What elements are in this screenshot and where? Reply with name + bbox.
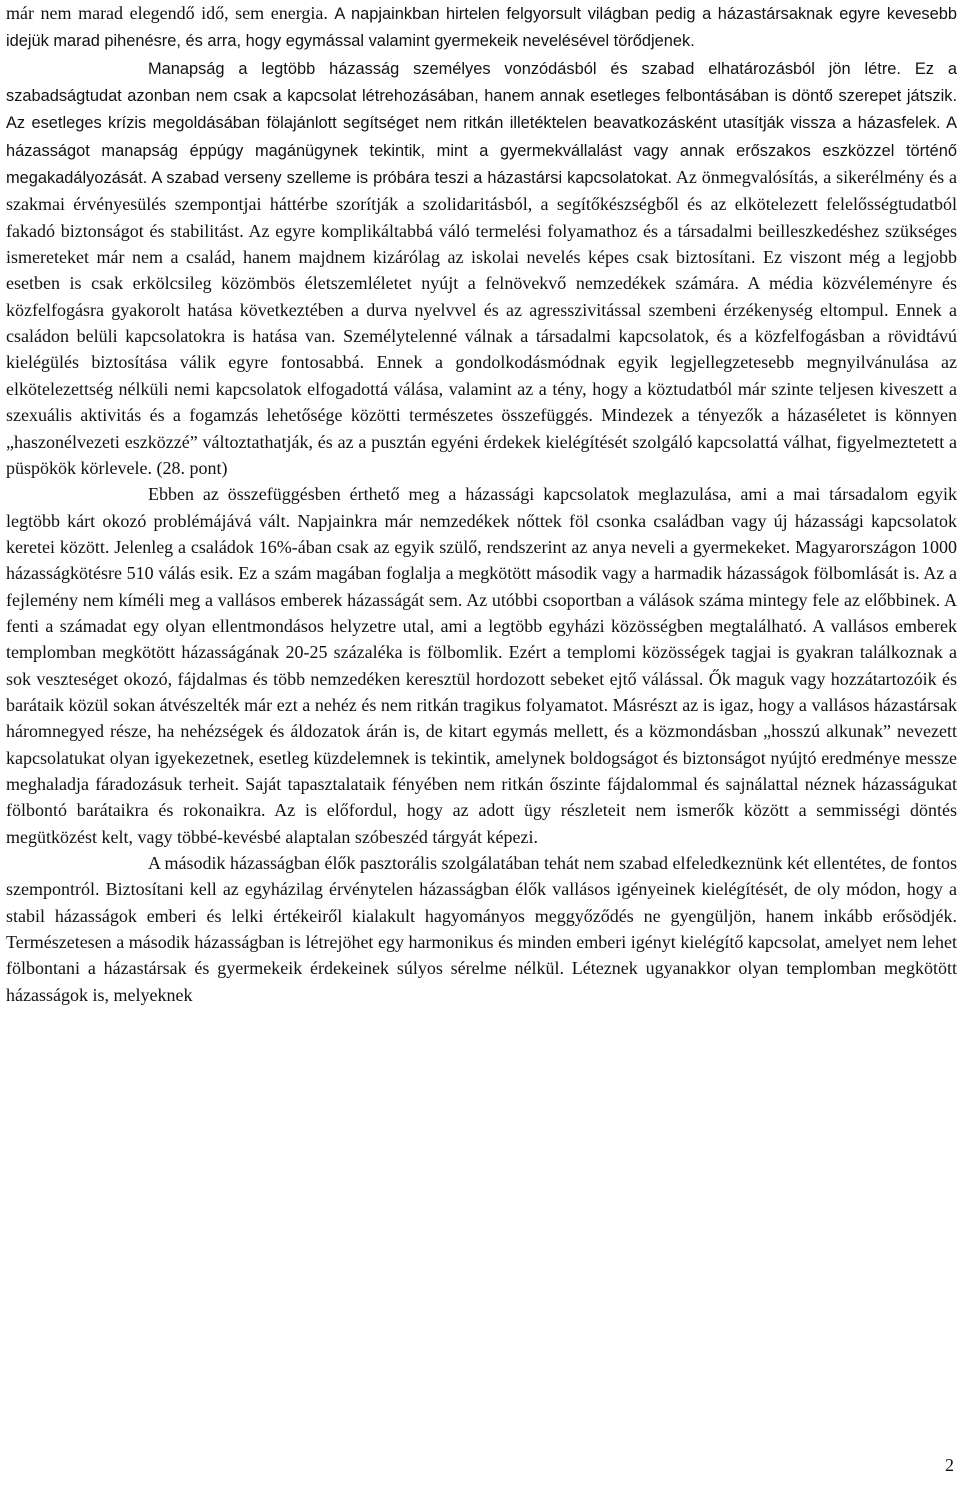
- paragraph-2: [6, 55, 957, 482]
- page-number: 2: [945, 1455, 954, 1475]
- paragraph-1-segment-1: már nem marad elegendő idő, sem energia.: [6, 3, 335, 23]
- paragraph-3: [6, 481, 957, 850]
- paragraph-4-segment-1: A második házasságban élők pasztorális szolgálatában tehát nem szabad elfeledkeznünk két ellentétes, de fontos szempontról. Biztosítani kell az egyházilag érvénytelen házasságban élők vallásos igényeinek kielégítését, de oly módon, hogy a stabil házasságok emberi és lelki értékeiről kialakult hagyományos meggyőződés ne gyengüljön, hanem inkább erősödjék. Természetesen a második házasságban is létrejöhet egy harmonikus és minden emberi igényt kielégítő kapcsolat, amelyet nem lehet fölbontani a házastársak és gyermekeik érdekeinek súlyos sérelme nélkül. Léteznek ugyanakkor olyan templomban megkötött házasságok is, melyeknek: [6, 853, 957, 1005]
- paragraph-2-segment-2: Az önmegvalósítás, a sikerélmény és a szakmai érvényesülés szempontjai háttérbe szorítják a szolidaritásból, a segítőkészségből és az elkötelezett felelősségtudatból fakadó biztonságot és stabilitást. Az egyre komplikáltabbá váló termelési folyamathoz és a társadalmi beilleszkedéshez szükséges ismereteket már nem a család, hanem majdnem kizárólag az iskolai nevelés képes csak biztosítani. Ez viszont még a legjobb esetben is csak erkölcsileg közömbös életszemléletet nyújt a felnövekvő nemzedékek számára. A média közvéleményre és közfelfogásra gyakorolt hatása következtében a durva nyelvvel és az agresszivitással szembeni érzékenység eltompul. Ennek a családon belüli kapcsolatokra is hatása van. Személytelenné válnak a társadalmi kapcsolatok, és a közfelfogásban a rövidtávú kielégülés biztosítása válik egyre fontosabbá. Ennek a gondolkodásmódnak egyik legjellegzetesebb megnyilvánulása az elkötelezettség nélküli nemi kapcsolatok elfogadottá válása, valamint az a tény, hogy a köztudatból már szinte teljesen kiveszett a szexuális aktivitás és a fogamzás lehetősége közötti természetes összefüggés. Mindezek a tényezők a házaséletet is könnyen „haszonélvezeti eszközzé” változtathatják, és az a pusztán egyéni érdekek kielégítését szolgáló kapcsolattá válhat, figyelmeztetett a püspökök körlevele. (28. pont): [6, 167, 958, 478]
- paragraph-3-segment-1: Ebben az összefüggésben érthető meg a házassági kapcsolatok meglazulása, ami a mai társadalom egyik legtöbb kárt okozó problémájává vált. Napjainkra már nemzedékek nőttek föl csonka családban vagy új házassági kapcsolatok keretei között. Jelenleg a családok 16%-ában csak az egyik szülő, rendszerint az anya neveli a gyermekeket. Magyarországon 1000 házasságkötésre 510 válás esik. Ez a szám magában foglalja a megkötött második vagy a harmadik házasságok fölbomlását is. Az a fejlemény nem kíméli meg a vallásos emberek házasságát sem. Az utóbbi csoportban a válások száma mintegy fele az előbbinek. A fenti a számadat egy olyan ellentmondásos helyzetre utal, ami a legtöbb egyházi közösségben megtalálható. A vallásos emberek templomban megkötött házasságának 20-25 százaléka is fölbomlik. Ezért a templomi közösségek tagjai is gyakran találkoznak a sok veszteséget okozó, fájdalmas és több nemzedéken keresztül hordozott sebeket ejtő válással. Ők maguk vagy hozzátartozóik és barátaik közül sokan átvészelték már ezt a nehéz és nem ritkán tragikus folyamatot. Másrészt az is igaz, hogy a vallásos házastársak háromnegyed része, ha nehézségek és áldozatok árán is, de kitart egymás mellett, és a közmondásban „hosszú alkunak” nevezett kapcsolatukat olyan igyekezetnek, esetleg küzdelemnek is tekintik, amelynek boldogságot és biztonságot nyújtó eredménye messze meghaladja fáradozásuk terheit. Saját tapasztalataik fényében nem ritkán őszinte fájdalommal és sajnálattal néznek házasságukat fölbontó barátaikra és rokonaikra. Az is előfordul, hogy az adott ügy részleteit nem ismerők között a semmisségi döntés megütközést kelt, vagy többé-kevésbé alaptalan szóbeszéd tárgyát képezi.: [6, 484, 957, 847]
- paragraph-2-segment-1: Manapság a legtöbb házasság személyes vonzódásból és szabad elhatározásból jön létre. Ez a szabadságtudat azonban nem csak a kapcsolat létrehozásában, hanem annak esetleges felbontásában is döntő szerepet játszik. Az esetleges krízis megoldásában fölajánlott segítséget nem ritkán illetéktelen beavatkozásként utasítják vissza a házasfelek. A házasságot manapság éppúgy magánügynek tekintik, mint a gyermekvállalást vagy annak erőszakos eszközzel történő megakadályozását. A szabad verseny szelleme is próbára teszi a házastársi kapcsolatokat.: [6, 59, 957, 188]
- paragraph-1-segment-2: A napjainkban hirtelen felgyorsult világban pedig a házastársaknak egyre kevesebb idejük marad pihenésre, és arra, hogy egymással valamint gyermekeik nevelésével törődjenek.: [6, 5, 957, 51]
- document-page: [6, 0, 957, 1008]
- paragraph-1: [6, 0, 957, 55]
- paragraph-4: [6, 850, 957, 1008]
